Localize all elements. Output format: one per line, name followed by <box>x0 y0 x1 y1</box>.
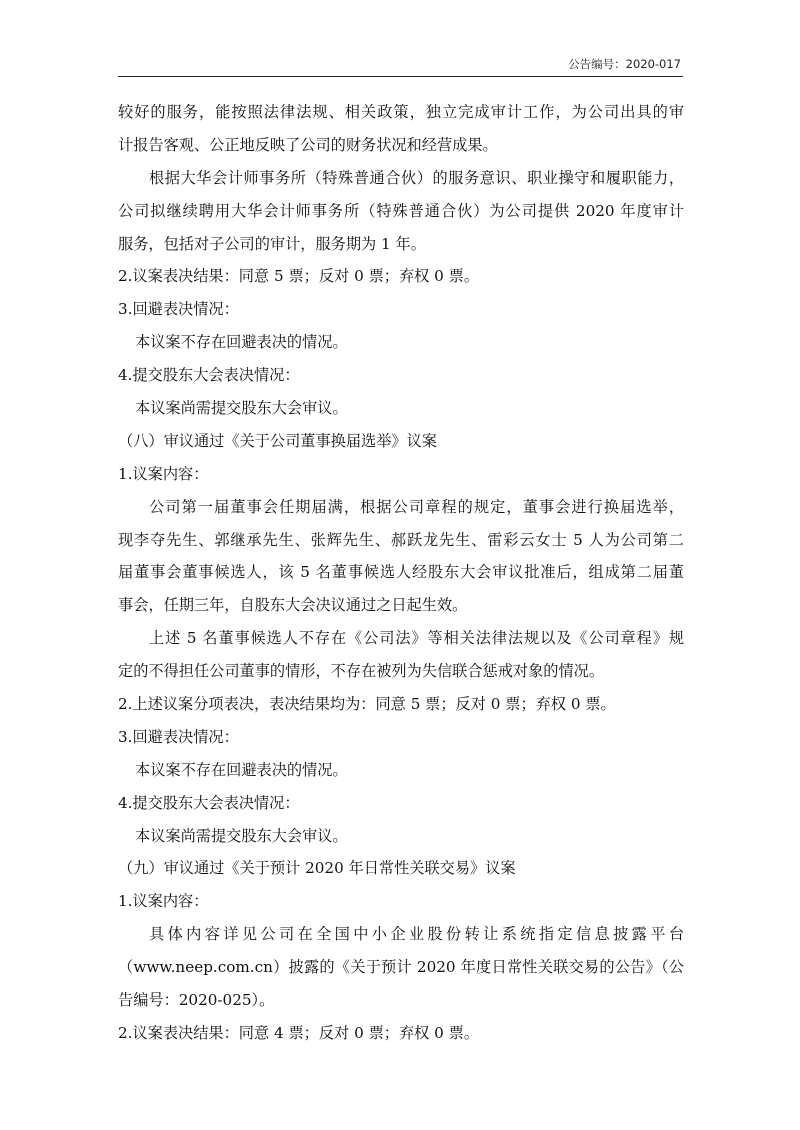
text-line: 4.提交股东大会表决情况： <box>118 366 300 385</box>
text-line: 告编号：2020-025）。 <box>118 991 275 1010</box>
text-line: 公司拟继续聘用大华会计师事务所（特殊普通合伙）为公司提供 2020 年度审计 <box>118 201 684 220</box>
text-line: 本议案不存在回避表决的情况。 <box>135 333 348 352</box>
text-line: 3.回避表决情况： <box>118 300 239 319</box>
page-header <box>118 54 683 77</box>
document-body <box>118 96 684 1050</box>
text-line: 具体内容详见公司在全国中小企业股份转让系统指定信息披露平台 <box>149 925 684 944</box>
text-line: 事会，任期三年，自股东大会决议通过之日起生效。 <box>118 596 468 615</box>
text-line: 2.上述议案分项表决，表决结果均为：同意 5 票；反对 0 票；弃权 0 票。 <box>118 695 616 714</box>
text-line: 1.议案内容： <box>118 892 209 911</box>
text-line: 2.议案表决结果：同意 5 票；反对 0 票；弃权 0 票。 <box>118 267 480 286</box>
text-line: （九）审议通过《关于预计 2020 年日常性关联交易》议案 <box>118 859 516 878</box>
text-line: 1.议案内容： <box>118 464 209 483</box>
text-line: 公司第一届董事会任期届满，根据公司章程的规定，董事会进行换届选举， <box>149 497 684 516</box>
text-line: 4.提交股东大会表决情况： <box>118 793 300 812</box>
text-line: 现李夺先生、郭继承先生、张辉先生、郝跃龙先生、雷彩云女士 5 人为公司第二 <box>118 530 684 549</box>
text-line: 根据大华会计师事务所（特殊普通合伙）的服务意识、职业操守和履职能力， <box>149 168 684 187</box>
text-line: 本议案尚需提交股东大会审议。 <box>135 399 348 418</box>
text-line: 上述 5 名董事候选人不存在《公司法》等相关法律法规以及《公司章程》规 <box>149 629 684 648</box>
text-line: 届董事会董事候选人，该 5 名董事候选人经股东大会审议批准后，组成第二届董 <box>118 563 684 582</box>
text-line: 3.回避表决情况： <box>118 727 239 746</box>
text-line: （八）审议通过《关于公司董事换届选举》议案 <box>118 431 437 450</box>
text-line: 本议案尚需提交股东大会审议。 <box>135 826 348 845</box>
text-line: 较好的服务，能按照法律法规、相关政策，独立完成审计工作，为公司出具的审 <box>118 103 684 121</box>
text-line: 服务，包括对子公司的审计，服务期为 1 年。 <box>118 234 426 253</box>
text-line: 计报告客观、公正地反映了公司的财务状况和经营成果。 <box>118 135 498 154</box>
text-line: 本议案不存在回避表决的情况。 <box>135 760 348 779</box>
text-line: 2.议案表决结果：同意 4 票；反对 0 票；弃权 0 票。 <box>118 1023 480 1042</box>
text-line: （www.neep.com.cn）披露的《关于预计 2020 年度日常性关联交易的公告》（公 <box>118 958 684 977</box>
announcement-number: 公告编号：2020-017 <box>568 57 681 71</box>
text-line: 定的不得担任公司董事的情形，不存在被列为失信联合惩戒对象的情况。 <box>118 662 604 681</box>
